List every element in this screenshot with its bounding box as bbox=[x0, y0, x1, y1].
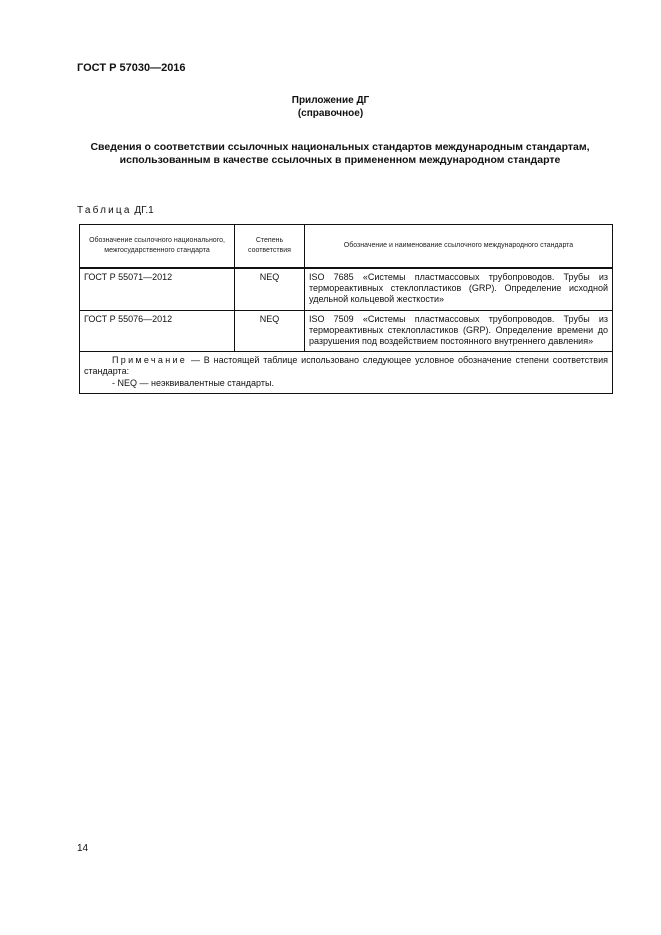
header-degree: Степень соответствия bbox=[235, 225, 305, 269]
cell-degree: NEQ bbox=[235, 310, 305, 352]
cell-degree: NEQ bbox=[235, 268, 305, 310]
table-caption-word: Таблица bbox=[77, 205, 132, 216]
appendix-header bbox=[0, 94, 661, 120]
header-international-standard: Обозначение и наименование ссылочного международного стандарта bbox=[305, 225, 613, 269]
table-header-row bbox=[80, 225, 613, 269]
table-note-row bbox=[80, 352, 613, 394]
table-row bbox=[80, 268, 613, 310]
page-number: 14 bbox=[77, 843, 89, 854]
note-body: В настоящей таблице использовано следующее условное обозначение степени соответствия стандарта: bbox=[84, 355, 608, 377]
note-dash: — bbox=[187, 355, 204, 366]
note-label: Примечание bbox=[112, 355, 188, 366]
section-heading bbox=[70, 141, 610, 167]
note-text bbox=[84, 355, 608, 377]
note-item: - NEQ — неэквивалентные стандарты. bbox=[112, 377, 274, 388]
document-code: ГОСТ Р 57030—2016 bbox=[77, 62, 186, 74]
table-note bbox=[80, 352, 613, 394]
appendix-type: (справочное) bbox=[297, 108, 364, 119]
section-heading-line-2: использованным в качестве ссылочных в примененном международном стандарте bbox=[119, 154, 561, 166]
section-heading-line-1: Сведения о соответствии ссылочных национальных стандартов международным стандартам, bbox=[90, 141, 590, 153]
standards-table bbox=[79, 224, 613, 394]
table-caption-id: ДГ.1 bbox=[134, 205, 154, 216]
cell-international-standard: ISO 7509 «Системы пластмассовых трубопроводов. Трубы из термореактивных стеклопластиков (GRP). Определение времени до разрушения под воздействием постоянного внутреннего давления» bbox=[305, 310, 613, 352]
cell-national-code: ГОСТ Р 55071—2012 bbox=[80, 268, 235, 310]
cell-national-code: ГОСТ Р 55076—2012 bbox=[80, 310, 235, 352]
cell-international-standard: ISO 7685 «Системы пластмассовых трубопроводов. Трубы из термореактивных стеклопластиков (GRP). Определение исходной удельной кольцевой жесткости» bbox=[305, 268, 613, 310]
header-national-standard: Обозначение ссылочного национального, межгосударственного стандарта bbox=[80, 225, 235, 269]
table-caption bbox=[77, 205, 154, 216]
appendix-title: Приложение ДГ bbox=[291, 95, 370, 106]
table-row bbox=[80, 310, 613, 352]
